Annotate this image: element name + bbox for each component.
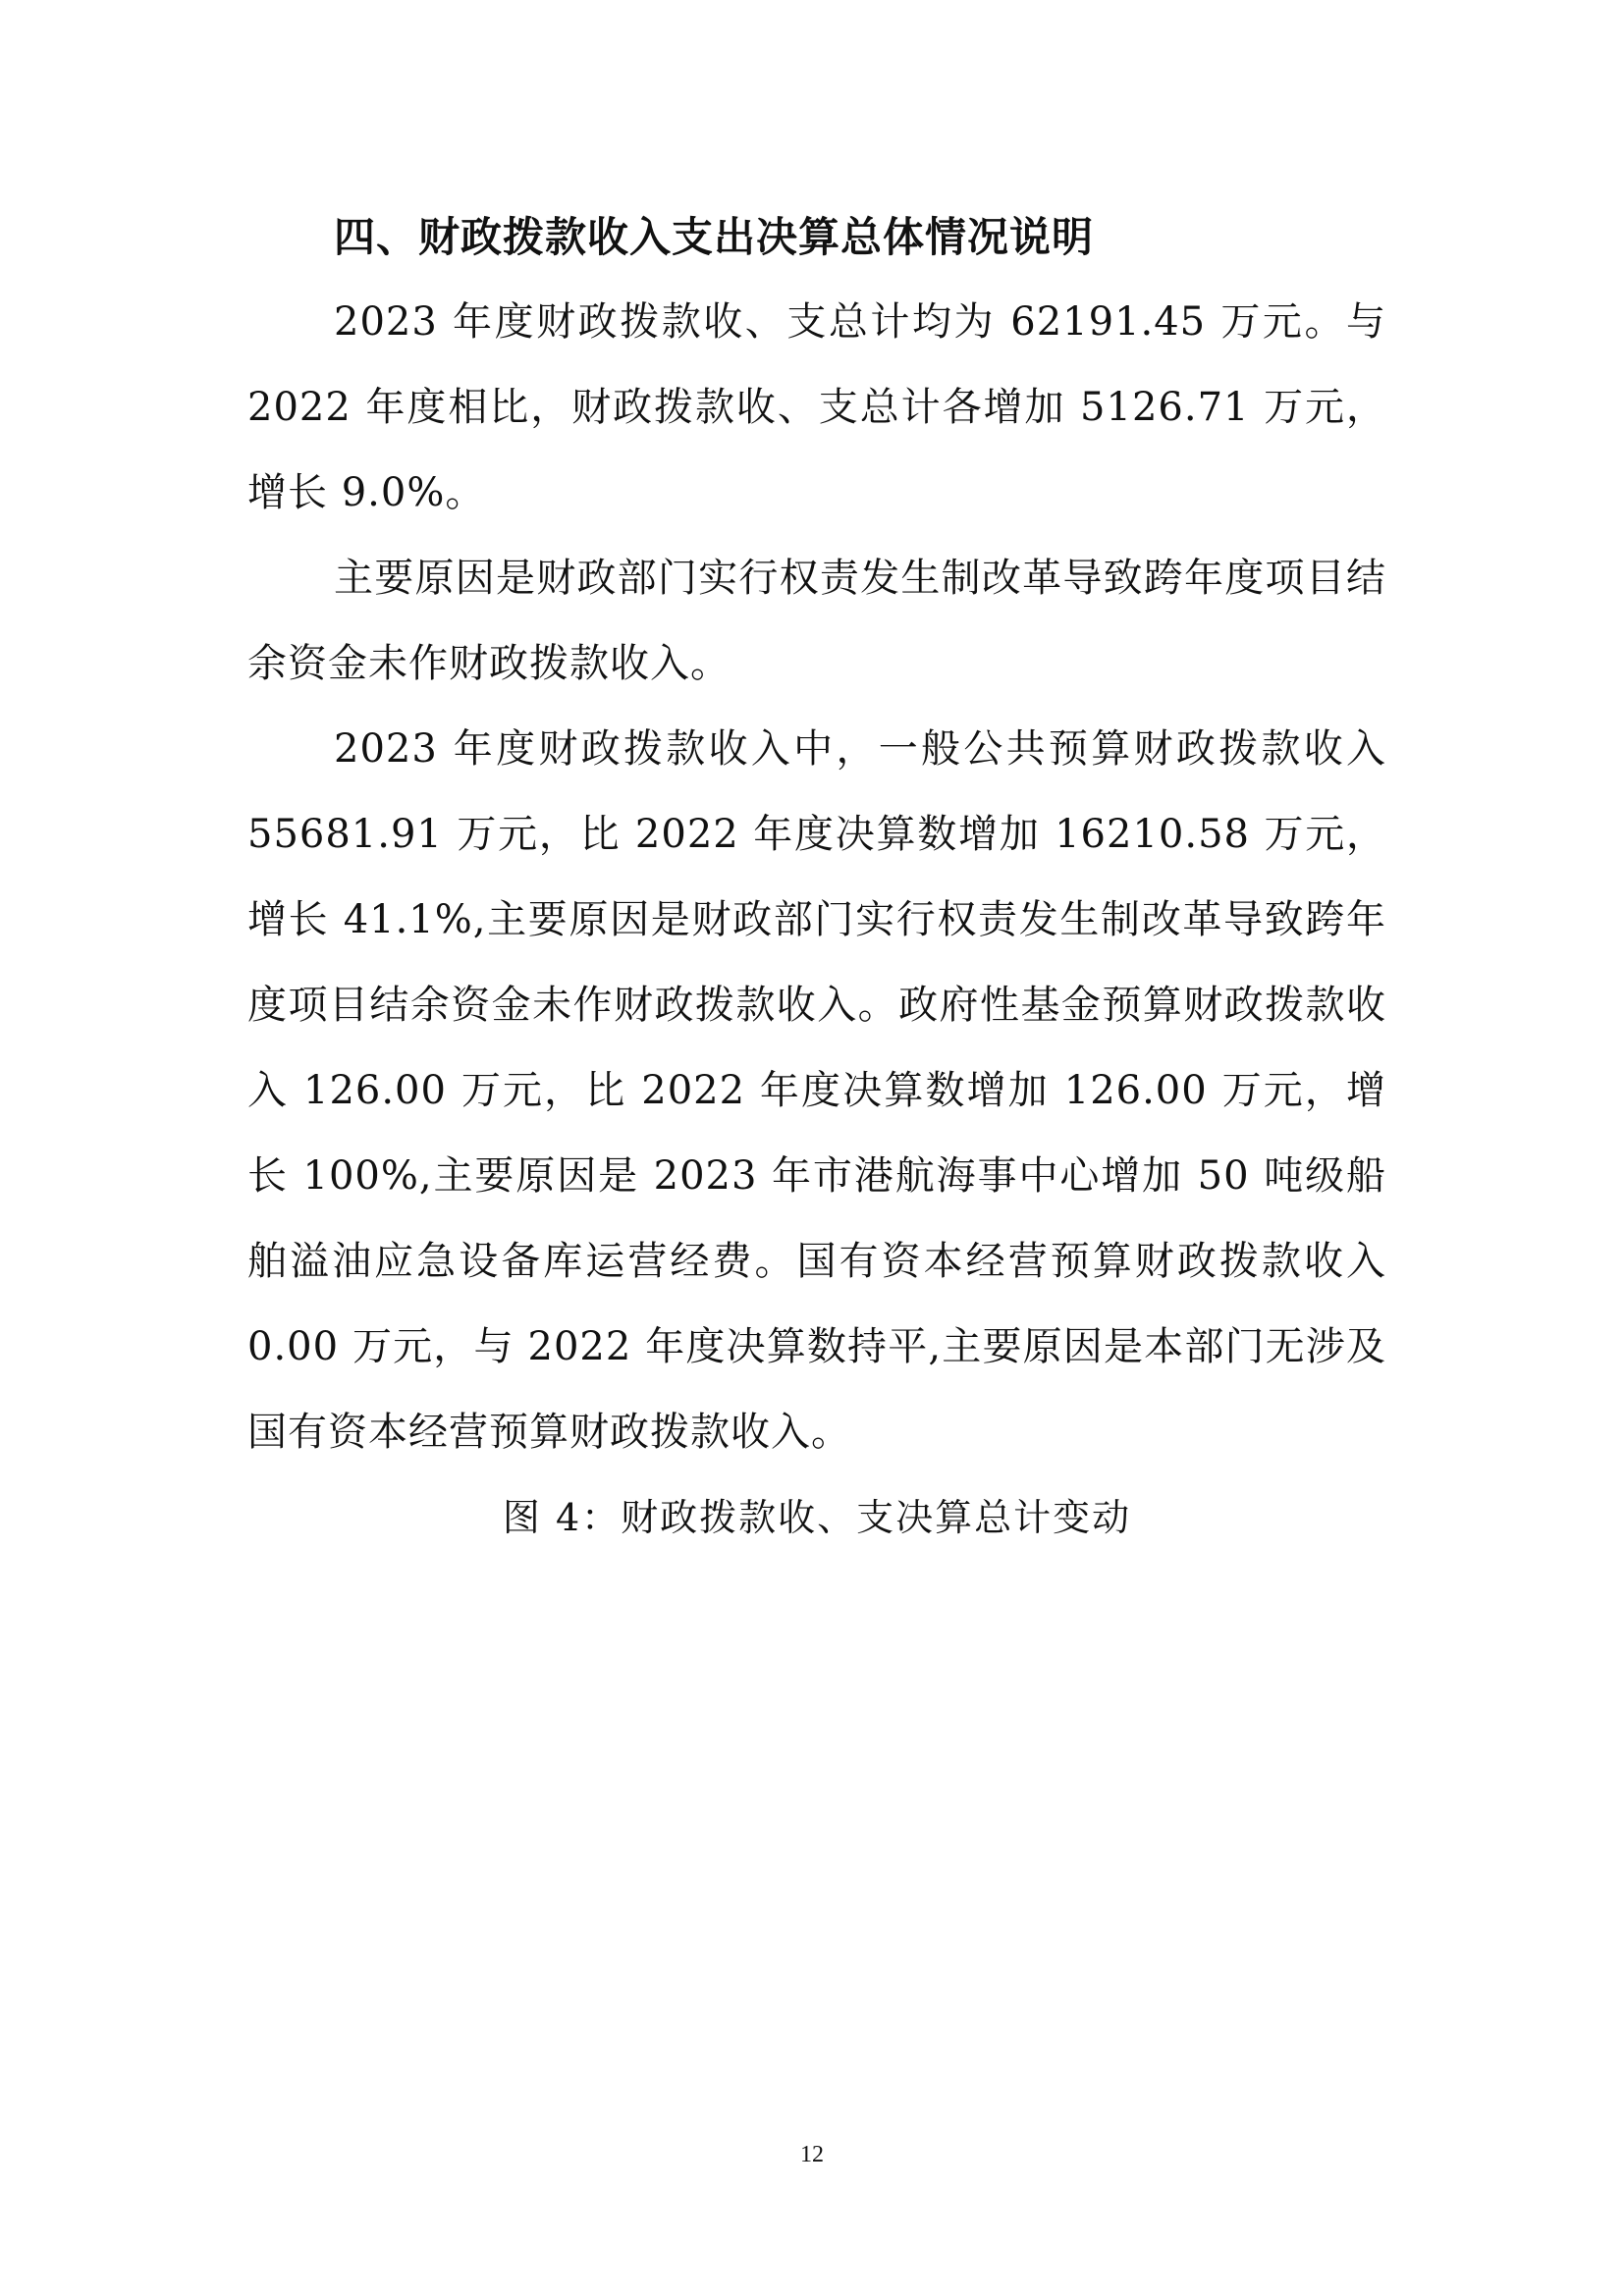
section-heading: 四、财政拨款收入支出决算总体情况说明 — [334, 213, 1095, 261]
page-content — [247, 194, 1386, 1561]
paragraph-total-summary: 2023 年度财政拨款收、支总计均为 62191.45 万元。与 2022 年度相比，财政拨款收、支总计各增加 5126.71 万元，增长 9.0%。 — [247, 299, 1386, 515]
figure-caption: 图 4：财政拨款收、支决算总计变动 — [502, 1496, 1132, 1539]
paragraph-income-breakdown: 2023 年度财政拨款收入中，一般公共预算财政拨款收入 55681.91 万元，比 2022 年度决算数增加 16210.58 万元，增长 41.1%,主要原因是财政部门实行权责发生制改革导致跨年度项目结余资金未作财政拨款收入。政府性基金预算财政拨款收入 126.00 万元，比 2022 年度决算数增加 126.00 万元，增长 100%,主要原因是 2023 年市港航海事中心增加 50 吨级船舶溢油应急设备库运营经费。国有资本经营预算财政拨款收入 0.00 万元，与 2022 年度决算数持平,主要原因是本部门无涉及国有资本经营预算财政拨款收入。 — [247, 726, 1386, 1455]
page-number: 12 — [800, 2142, 824, 2167]
paragraph-main-reason: 主要原因是财政部门实行权责发生制改革导致跨年度项目结余资金未作财政拨款收入。 — [247, 556, 1386, 686]
